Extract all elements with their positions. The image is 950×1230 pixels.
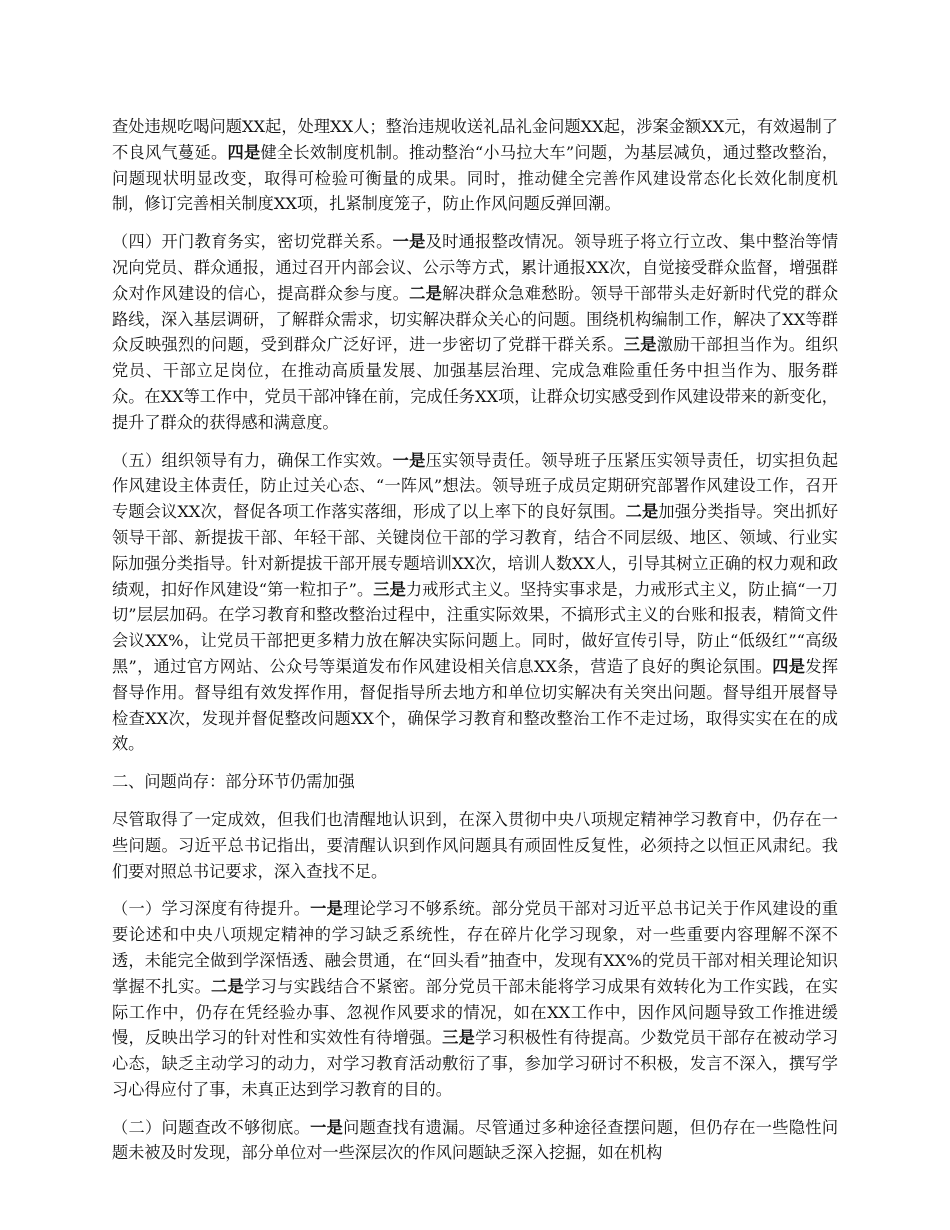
- bold-lead-in: 一是: [310, 1117, 344, 1137]
- paragraph-7: [112, 1115, 838, 1167]
- text-run: 学习积极性有待提高。少数党员干部存在被动学习心态，缺乏主动学习的动力，对学习教育活动敷衍了事，参加学习研讨不积极，发言不深入，撰写学习心得应付了事，未真正达到学习教育的目的。: [112, 1028, 839, 1099]
- bold-lead-in: 一是: [392, 450, 426, 470]
- text-run: 加强分类指导。突出抓好领导干部、新提拔干部、年轻干部、关键岗位干部的学习教育，结合不同层级、地区、领域、行业实际加强分类指导。针对新提拔干部开展专题培训XX次，培训人数XX人，引导其树立正确的权力观和政绩观，扣好作风建设“第一粒扣子”。: [112, 502, 839, 599]
- paragraph-6: [112, 896, 838, 1102]
- text-run: 及时通报整改情况。领导班子将立行立改、集中整治等情况向党员、群众通报，通过召开内部会议、公示等方式，累计通报XX次，自觉接受群众监督，增强群众对作风建设的信心，提高群众参与度。: [112, 232, 839, 303]
- bold-lead-in: 一是: [310, 899, 344, 919]
- text-run: 压实领导责任。领导班子压紧压实领导责任，切实担负起作风建设主体责任，防止过关心态、“一阵风”想法。领导班子成员定期研究部署作风建设工作，召开专题会议XX次，督促各项工作落实落细，形成了以上率下的良好氛围。: [112, 450, 839, 522]
- bold-lead-in: 一是: [392, 232, 426, 252]
- text-run: 查处违规吃喝问题XX起，处理XX人；整治违规收送礼品礼金问题XX起，涉案金额XX元，有效遏制了不良风气蔓延。: [112, 117, 838, 162]
- text-run: 力戒形式主义。坚持实事求是，力戒形式主义，防止搞“一刀切”层层加码。在学习教育和整改整治过程中，注重实际效果，不搞形式主义的台账和报表，精简文件会议XX%，让党员干部把更多精力放在解决实际问题上。同时，做好宣传引导，防止“低级红”“高级黑”，通过官方网站、公众号等渠道发布作风建设相关信息XX条，营造了良好的舆论氛围。: [112, 579, 838, 676]
- paragraph-1: [112, 114, 838, 217]
- text-run: 理论学习不够系统。部分党员干部对习近平总书记关于作风建设的重要论述和中央八项规定精神的学习缺乏系统性，存在碎片化学习现象，对一些重要内容理解不深不透，未能完全做到学深悟透、融会贯通，在“回头看”抽查中，发现有XX%的党员干部对相关理论知识掌握不扎实。: [112, 899, 839, 996]
- bold-lead-in: 四是: [772, 656, 806, 676]
- text-run: （一）学习深度有待提升。: [112, 899, 311, 919]
- section-heading: [112, 769, 838, 795]
- text-run: 尽管取得了一定成效，但我们也清醒地认识到，在深入贯彻中央八项规定精神学习教育中，仍存在一些问题。习近平总书记指出，要清醒认识到作风问题具有顽固性反复性，必须持之以恒正风肃纪。我们要对照总书记要求，深入查找不足。: [112, 809, 838, 881]
- bold-lead-in: 二是: [211, 976, 245, 996]
- text-run: （二）问题查改不够彻底。: [112, 1117, 311, 1137]
- text-run: 学习与实践结合不紧密。部分党员干部未能将学习成果有效转化为工作实践，在实际工作中，仍存在凭经验办事、忽视作风要求的情况，如在XX工作中，因作风问题导致工作推进缓慢，反映出学习的针对性和实效性有待增强。: [112, 976, 839, 1048]
- bold-lead-in: 四是: [227, 142, 261, 162]
- text-run: 健全长效制度机制。推动整治“小马拉大车”问题，为基层减负，通过整改整治，问题现状明显改变，取得可检验可衡量的成果。同时，推动健全完善作风建设常态化长效化制度机制，修订完善相关制度XX项，扎紧制度笼子，防止作风问题反弹回潮。: [112, 142, 839, 214]
- text-run: 二、问题尚存：部分环节仍需加强: [112, 772, 355, 792]
- text-run: 问题查找有遗漏。尽管通过多种途径查摆问题，但仍存在一些隐性问题未被及时发现，部分单位对一些深层次的作风问题缺乏深入挖掘，如在机构: [112, 1117, 839, 1163]
- text-run: （四）开门教育务实，密切党群关系。: [112, 232, 393, 252]
- paragraph-3: [112, 448, 838, 758]
- bold-lead-in: 三是: [442, 1028, 476, 1048]
- paragraph-2: [112, 229, 838, 435]
- text-run: 激励干部担当作为。组织党员、干部立足岗位，在推动高质量发展、加强基层治理、完成急难险重任务中担当作为、服务群众。在XX等工作中，党员干部冲锋在前，完成任务XX项，让群众切实感受到作风建设带来的新变化，提升了群众的获得感和满意度。: [112, 335, 839, 432]
- text-run: 发挥督导作用。督导组有效发挥作用，督促指导所去地方和单位切实解决有关突出问题。督导组开展督导检查XX次，发现并督促整改问题XX个，确保学习教育和整改整治工作不走过场，取得实实在在的成效。: [112, 656, 839, 754]
- bold-lead-in: 三是: [623, 335, 657, 355]
- bold-lead-in: 二是: [625, 502, 659, 522]
- paragraph-5: [112, 807, 838, 884]
- bold-lead-in: 二是: [409, 283, 443, 303]
- bold-lead-in: 三是: [373, 579, 406, 599]
- text-run: （五）组织领导有力，确保工作实效。: [112, 450, 393, 470]
- text-run: 解决群众急难愁盼。领导干部带头走好新时代党的群众路线，深入基层调研，了解群众需求，切实解决群众关心的问题。围绕机构编制工作，解决了XX等群众反映强烈的问题，受到群众广泛好评，进一步密切了党群干群关系。: [112, 283, 839, 355]
